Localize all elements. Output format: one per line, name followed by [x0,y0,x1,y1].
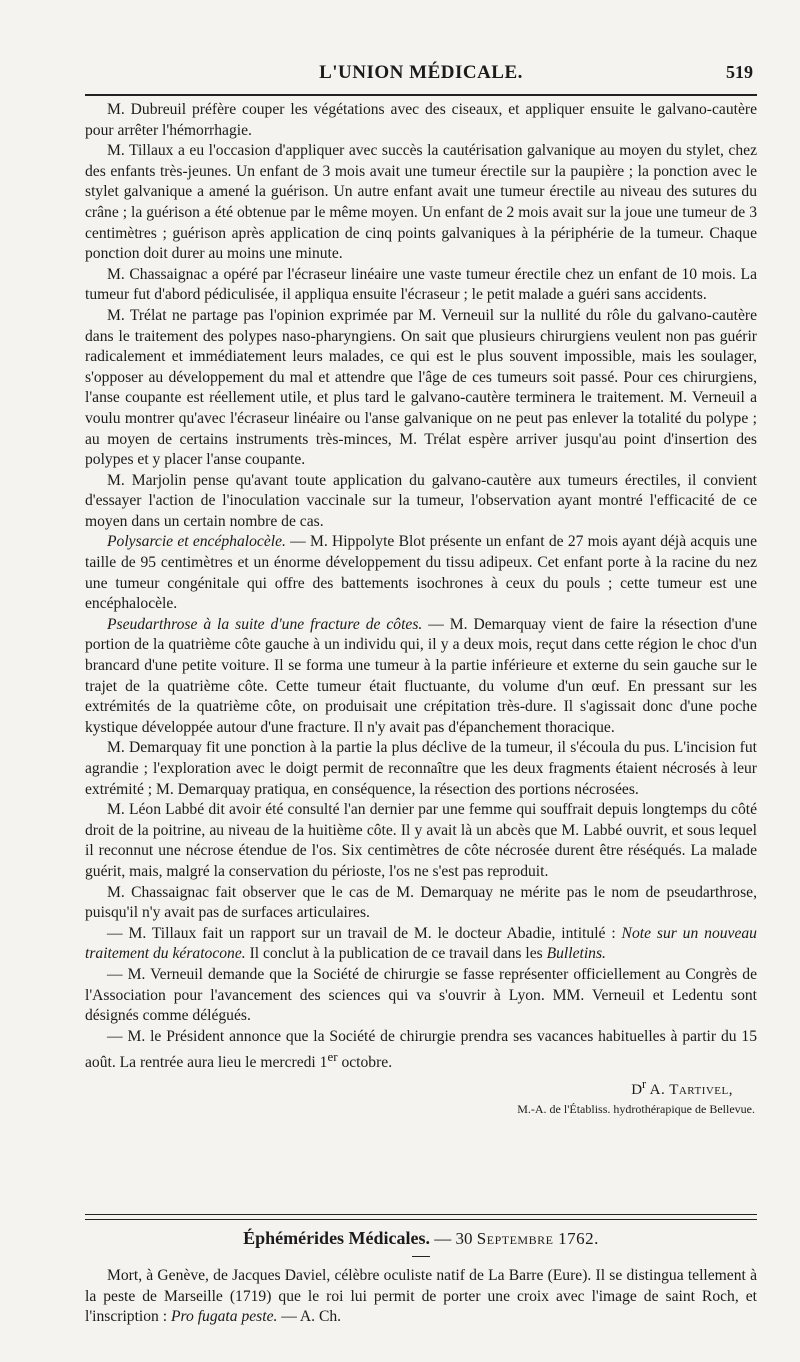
ephemerides-heading [85,1228,757,1249]
ephemerides-paragraph [85,1266,757,1328]
section-divider [85,1214,757,1220]
paragraph-chassaignac: M. Chassaignac a opéré par l'écraseur linéaire une vaste tumeur érectile chez un enfant de 10 mois. La tumeur fut d'abord pédiculisée, il appliqua ensuite l'écraseur ; le petit malade a guéri sans accidents. [85,265,757,304]
ephemerides-title: Éphémérides Médicales. [243,1228,431,1248]
paragraph-trelat: M. Trélat ne partage pas l'opinion exprimée par M. Verneuil sur la nullité du rôle du galvano-cautère dans le traitement des polypes naso-pharyngiens. On sait que plusieurs chirurgiens veulent non pas guérir radicalement et immédiatement leurs malades, ce qui est le plus souvent impossible, mais les soulager, s'opposer au développement du mal et attendre que l'âge de ces tumeurs soit passé. Pour ces chirurgiens, l'anse coupante est réellement utile, et plus tard le galvano-cautère terminera le traitement. M. Verneuil a voulu montrer qu'avec l'écraseur linéaire ou l'anse galvanique on ne peut pas enlever la totalité du polype ; au moyen de certains instruments très-minces, M. Trélat espère arriver jusqu'au point d'insertion des polypes et y placer l'anse coupante. [85,306,757,469]
pseudarthrose-text: — M. Demarquay vient de faire la résection d'une portion de la quatrième côte gauche à un individu qui, il y a deux mois, reçut dans cette région le choc d'un brancard d'une petite voiture. Il se forma une tumeur à la partie inférieure et externe du sein gauche sur le trajet de la quatrième côte. Cette tumeur était fluctuante, du volume d'un œuf. En pressant sur les extrémités de la quatrième côte, on produisait une crépitation très-dure. Il s'agissait donc d'une poche kystique développée autour d'une fracture. Il n'y avait pas d'épanchement thoracique. [85,615,757,736]
tillaux-report-bulletins: Bulletins. [546,945,606,963]
paragraph-polysarcie [85,532,757,614]
page-number: 519 [726,62,753,82]
article-body [85,100,757,1118]
running-title: L'UNION MÉDICALE. [319,62,523,83]
paragraph-tillaux-report [85,924,757,965]
paragraph-labbe: M. Léon Labbé dit avoir été consulté l'an dernier par une femme qui souffrait depuis longtemps du côté droit de la poitrine, au niveau de la huitième côte. Il y avait là un abcès que M. Labbé ouvrit, et sous lequel il reconnut une nécrose étendue de l'os. Six centimètres de côte nécrosée durent être réséqués. La malade guérit, mais, malgré la conservation du périoste, l'os ne s'est pas reproduit. [85,801,757,880]
ephemerides-date: Septembre 1762. [476,1229,599,1248]
president-sup: er [327,1049,338,1065]
signature-name: A. Tartivel, [646,1082,733,1099]
paragraph-verneuil: — M. Verneuil demande que la Société de chirurgie se fasse représenter officiellement au Congrès de l'Association pour l'avancement des sciences qui va s'ouvrir à Lyon. MM. Verneuil et Ledentu sont désignés comme délégués. [85,965,757,1025]
president-before: — M. le Président annonce que la Société de chirurgie prendra ses vacances habituelles à partir du 15 août. La rentrée aura lieu le mercredi 1 [85,1027,757,1072]
ephemerides-author: — A. Ch. [277,1308,342,1325]
signature-affiliation: M.-A. de l'Établiss. hydrothérapique de Bellevue. [517,1102,755,1117]
signature [85,1074,757,1100]
page-header [85,58,757,88]
tillaux-report-middle: Il conclut à la publication de ce travail dans les [245,945,547,963]
paragraph-tillaux: M. Tillaux a eu l'occasion d'appliquer avec succès la cautérisation galvanique au moyen du stylet, chez des enfants très-jeunes. Un enfant de 3 mois avait une tumeur érectile sur la paupière ; la ponction avec le stylet galvanique a amené la guérison. Un autre enfant avait une tumeur érectile au niveau des sutures du crâne ; la guérison a été obtenue par le même moyen. Un enfant de 2 mois avait sur la joue une tumeur de 3 centimètres ; guérison après application de cinq points galvaniques à la périphérie de la tumeur. Chaque ponction doit durer au moins une minute. [85,142,757,263]
tillaux-report-before: — M. Tillaux fait un rapport sur un travail de M. le docteur Abadie, intitulé : [107,924,622,942]
polysarcie-title: Polysarcie et encéphalocèle. [107,533,286,551]
paragraph-chassaignac-remark: M. Chassaignac fait observer que le cas de M. Demarquay ne mérite pas le nom de pseudarthrose, puisqu'il n'y avait pas de surfaces articulaires. [85,883,757,922]
pseudarthrose-title: Pseudarthrose à la suite d'une fracture de côtes. [107,615,423,633]
paragraph-demarquay-ponction: M. Demarquay fit une ponction à la partie la plus déclive de la tumeur, il s'écoula du pus. L'incision fut agrandie ; l'exploration avec le doigt permit de reconnaître que les deux fragments étaient nécrosés à leur extrémité ; M. Demarquay pratiqua, en conséquence, la résection des portions nécrosées. [85,739,757,798]
ephemerides-inscription: Pro fugata peste. [170,1308,278,1325]
ephemerides-rule [412,1256,430,1257]
paragraph-dubreuil: M. Dubreuil préfère couper les végétations avec des ciseaux, et appliquer ensuite le galvano-cautère pour arrêter l'hémorrhagie. [85,101,757,139]
tillaux-report-title: Note sur un nouveau traitement du kératocone. [85,924,757,963]
president-after: octobre. [337,1054,393,1072]
ephemerides-before: Mort, à Genève, de Jacques Daviel, célèbre oculiste natif de La Barre (Eure). Il se distingua tellement à la peste de Marseille (1719) que le roi lui permit de porter une croix avec l'image de saint Roch, et l'inscription : [85,1267,757,1325]
ephemerides-body [85,1266,757,1328]
paragraph-president [85,1027,757,1074]
paragraph-marjolin: M. Marjolin pense qu'avant toute application du galvano-cautère aux tumeurs érectiles, il convient d'essayer l'action de l'inoculation vaccinale sur la tumeur, l'observation ayant montré l'efficacité de ce moyen dans un certain nombre de cas. [85,471,757,530]
paragraph-pseudarthrose [85,615,757,739]
ephemerides-dash: — 30 [430,1229,477,1248]
header-rule [85,94,757,96]
polysarcie-text: — M. Hippolyte Blot présente un enfant de 27 mois ayant déjà acquis une taille de 95 centimètres et un énorme développement du tissu adipeux. Cet enfant porte à la racine du nez une tumeur congénitale qui offre des battements isochrones à ceux du pouls ; cette tumeur est une encéphalocèle. [85,533,757,613]
signature-prefix: D [631,1082,643,1099]
signature-prefix-sup: r [642,1077,647,1092]
